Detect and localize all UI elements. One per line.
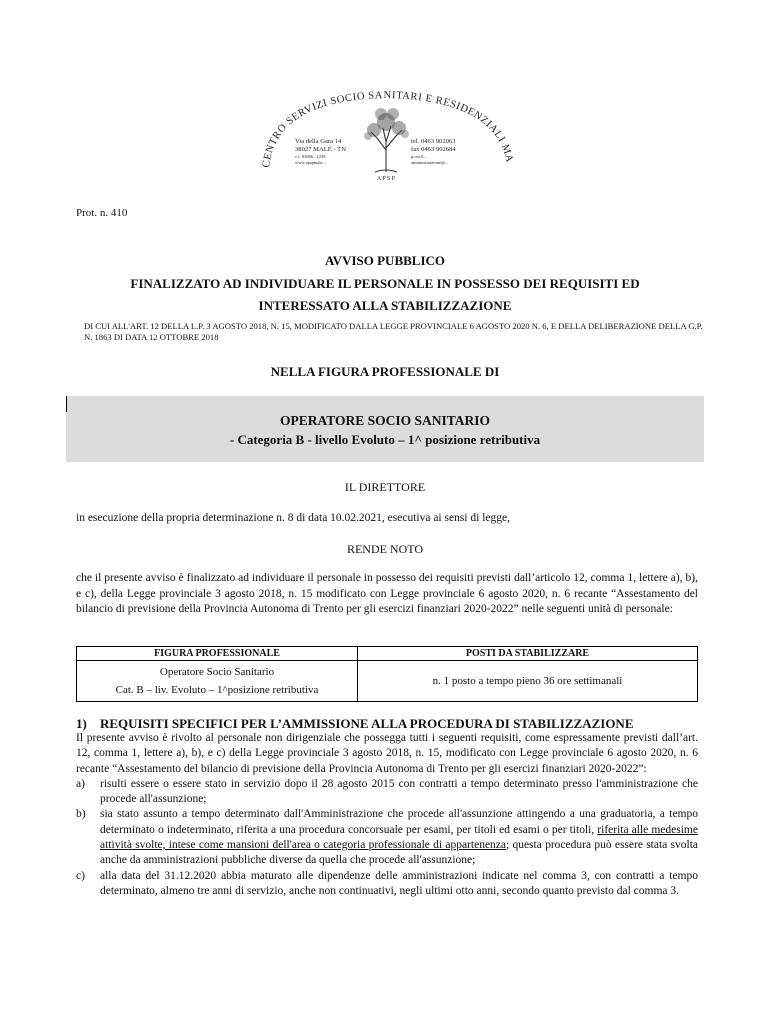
requirement-b <box>76 807 698 868</box>
position-title: OPERATORE SOCIO SANITARIO <box>279 413 491 428</box>
figura-line1: Operatore Socio Sanitario <box>159 666 275 678</box>
section-1-body <box>76 731 698 899</box>
execution-paragraph: in esecuzione della propria determinazione n. 8 di data 10.02.2021, esecutiva ai sensi di legge, <box>76 512 510 524</box>
figure-heading: NELLA FIGURA PROFESSIONALE DI <box>270 364 500 379</box>
requirement-c <box>76 869 698 900</box>
protocol-number: Prot. n. 410 <box>76 207 128 219</box>
position-category: - Categoria B - livello Evoluto – 1^ posizione retributiva <box>229 432 541 447</box>
table-row <box>77 661 698 702</box>
list-marker: c) <box>76 869 85 882</box>
requirement-text: sia stato assunto a tempo determinato dall'Amministrazione che procede all'assunzione attingendo a una graduatoria, a tempo determinato o indeterminato, riferita a una procedura concorsuale per esami, per titoli ed esami o per titoli, <box>100 808 698 836</box>
director-heading: IL DIRETTORE <box>344 480 426 494</box>
requirement-text: alla data del 31.12.2020 abbia maturato alle dipendenze delle amministrazioni indicate nel comma 3, con contratti a tempo determinato, almeno tre anni di servizio, anche non continuativi, negli ultimi otto anni, secondo quanto previsto dal comma 3. <box>100 869 698 897</box>
svg-text:p.iva 0...: p.iva 0... <box>411 154 427 159</box>
svg-text:Via della Gara 14: Via della Gara 14 <box>295 138 342 145</box>
section-1-intro: Il presente avviso è rivolto al personale non dirigenziale che possegga tutti i seguenti requisiti, come espressamente previsti dall’art. 12, comma 1, lettere a), b), e c) della Legge provinciale 3 agosto 2018, n. 15, modificato con Legge provinciale 6 agosto 2020, n. 6 recante “Assestamento del bilancio di previsione della Provincia Autonoma di Trento per gli esercizi finanziari 2020-2022”: <box>76 732 698 775</box>
section-number: 1) <box>76 716 87 731</box>
table-header-row <box>77 647 698 661</box>
table-cell-figura <box>77 661 358 702</box>
svg-text:www.apspmale...: www.apspmale... <box>295 160 326 165</box>
section-title: REQUISITI SPECIFICI PER L’AMMISSIONE ALLA PROCEDURA DI STABILIZZAZIONE <box>100 716 634 731</box>
position-box <box>66 396 704 462</box>
requirement-text: risulti essere o essere stato in servizio dopo il 28 agosto 2015 con contratti a tempo determinato presso l'amministrazione che procede all'assunzione; <box>100 777 698 806</box>
section-1-heading <box>76 716 634 732</box>
svg-text:amministrazione@...: amministrazione@... <box>411 160 449 165</box>
rende-noto-heading: RENDE NOTO <box>346 542 424 556</box>
requirement-text: ; questa procedura può essere stata svolta anche da amministrazioni pubbliche diverse da quella che procede all'assunzione; <box>100 839 698 867</box>
positions-table <box>76 646 698 702</box>
svg-text:38027 MALÈ - TN: 38027 MALÈ - TN <box>295 146 346 153</box>
intro-paragraph: che il presente avviso è finalizzato ad individuare il personale in possesso dei requisiti previsti dall’articolo 12, comma 1, lettere a), b), e c), della Legge provinciale 3 agosto 2018, n. 15 modificato con Legge provinciale 6 agosto 2020, n. 6 recante “Assestamento del bilancio di previsione della Provincia Autonoma di Trento per gli esercizi finanziari 2020-2022” nelle seguenti unità di personale: <box>76 572 698 615</box>
svg-text:tel. 0463 902063: tel. 0463 902063 <box>411 138 456 145</box>
table-cell-posti: n. 1 posto a tempo pieno 36 ore settimanali <box>358 661 698 702</box>
svg-text:fax 0463 902684: fax 0463 902684 <box>411 146 456 153</box>
text-cursor <box>66 396 67 412</box>
organization-logo <box>255 90 517 182</box>
svg-text:c.f. 83006...1239: c.f. 83006...1239 <box>295 154 326 159</box>
notice-title: AVVISO PUBBLICO <box>324 253 446 268</box>
notice-subtitle-line2: INTERESSATO ALLA STABILIZZAZIONE <box>258 298 512 313</box>
svg-text:A P S P: A P S P <box>376 176 396 182</box>
table-header-figura: FIGURA PROFESSIONALE <box>77 647 358 661</box>
figura-line2: Cat. B – liv. Evoluto – 1^posizione retributiva <box>115 684 319 696</box>
notice-subtitle-line1: FINALIZZATO AD INDIVIDUARE IL PERSONALE IN POSSESSO DEI REQUISITI ED <box>130 276 640 291</box>
list-marker: a) <box>76 777 85 790</box>
logo-arc-text: CENTRO SERVIZI SOCIO SANITARI E RESIDENZIALI MA <box>260 90 515 169</box>
list-marker: b) <box>76 808 86 821</box>
requirement-underlined-text: riferita alle medesime attività svolte, intese come mansioni dell'area o categoria professionale di appartenenza <box>100 823 698 852</box>
legal-reference: DI CUI ALL'ART. 12 DELLA L.P. 3 AGOSTO 2018, N. 15, MODIFICATO DALLA LEGGE PROVINCIALE 6 AGOSTO 2020 N. 6, E DELLA DELIBERAZIONE DELLA G.P. N. 1863 DI DATA 12 OTTOBRE 2018 <box>84 321 703 342</box>
requirement-a <box>76 777 698 808</box>
table-header-posti: POSTI DA STABILIZZARE <box>358 647 698 661</box>
